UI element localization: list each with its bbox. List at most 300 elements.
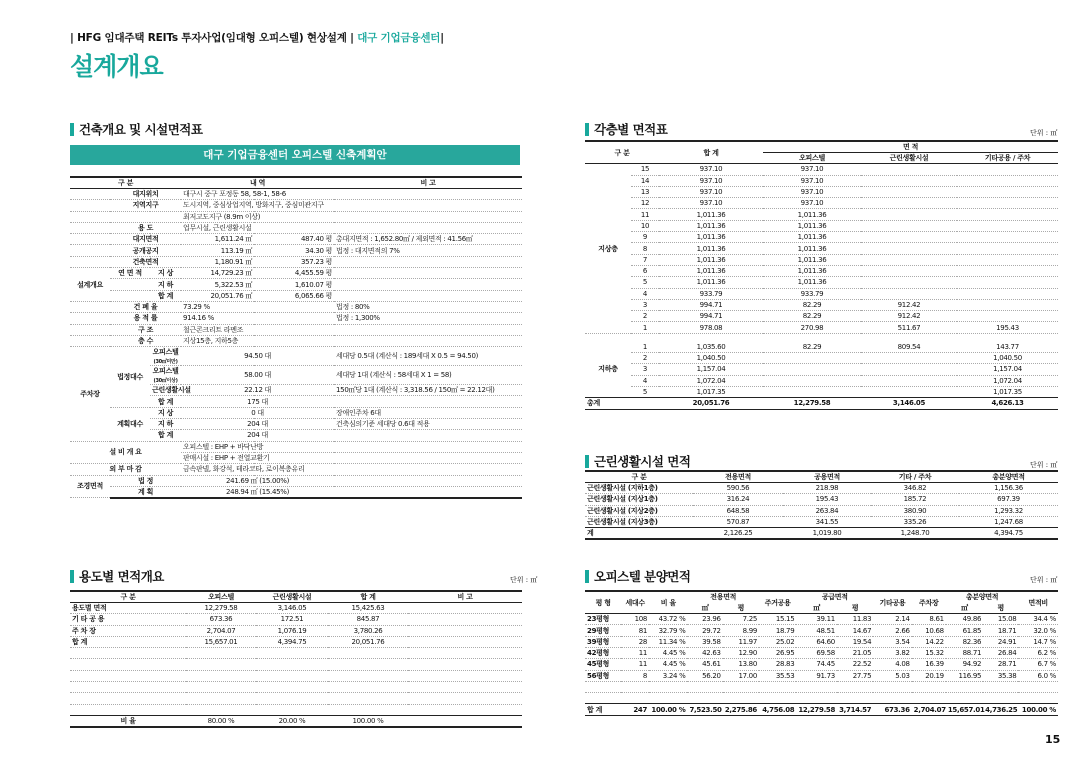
office-cell: 49.86 — [946, 614, 983, 625]
floor-area-label: 연 면 적 — [110, 268, 150, 279]
table-row — [70, 256, 522, 267]
table-row — [585, 288, 1058, 299]
table-cell — [408, 625, 522, 636]
usage-ratio-total: 100.00 % — [328, 715, 408, 727]
office-cell: 15.08 — [983, 614, 1018, 625]
usage-total: 845.87 — [328, 614, 408, 625]
table-cell — [328, 659, 408, 670]
overview-note: 법정 : 1,300% — [334, 313, 522, 324]
floor-total: 1,017.35 — [659, 386, 763, 397]
office-sub-py: 평 — [997, 603, 1005, 612]
floor-common — [957, 254, 1058, 265]
floor-office: 937.10 — [763, 164, 861, 175]
table-cell — [408, 603, 522, 614]
usage-header-category: 구 분 — [70, 591, 186, 603]
parking-item — [150, 385, 191, 396]
parking-item-name: 지 상 — [157, 408, 174, 417]
overview-group-blank — [70, 324, 110, 335]
table-cell — [912, 693, 946, 704]
parking-note: 장애인주차 6대 — [334, 407, 522, 418]
table-row — [70, 486, 522, 498]
table-cell — [408, 636, 522, 647]
floor-header-category: 구 분 — [585, 141, 659, 164]
overview-value-m2: 113.19 ㎡ — [181, 245, 254, 256]
office-header-etc-common: 기타공용 — [873, 591, 911, 614]
table-row — [70, 475, 522, 486]
overview-sub — [110, 279, 150, 290]
table-cell — [186, 659, 256, 670]
table-cell — [649, 681, 687, 692]
floor-total: 1,040.50 — [659, 353, 763, 364]
floor-neighbor — [861, 186, 957, 197]
office-sub-m2: ㎡ — [961, 603, 968, 612]
landscape-legal: 법 정 — [110, 475, 181, 486]
floor-office: 1,011.36 — [763, 243, 861, 254]
table-cell — [328, 693, 408, 704]
floor-number: 15 — [631, 164, 659, 175]
floor-number: 2 — [631, 353, 659, 364]
floor-number: 9 — [631, 232, 659, 243]
floor-total: 937.10 — [659, 186, 763, 197]
usage-neighbor: 4,394.75 — [256, 636, 328, 647]
table-row — [585, 364, 1058, 375]
office-cell: 2.14 — [873, 614, 911, 625]
office-cell: 18.79 — [759, 625, 796, 636]
table-row — [585, 693, 1058, 704]
parking-item — [150, 419, 181, 430]
overview-item: 용 도 — [110, 222, 181, 233]
floor-number: 5 — [631, 277, 659, 288]
section-title-neighbor: 근린생활시설 면적 — [585, 452, 690, 470]
overview-note — [334, 256, 522, 267]
office-cell: 42.63 — [687, 647, 722, 658]
floor-total: 1,011.36 — [659, 277, 763, 288]
table-cell — [186, 670, 256, 681]
table-row — [585, 243, 1058, 254]
table-cell — [70, 648, 186, 659]
floor-total: 1,072.04 — [659, 375, 763, 386]
neighbor-category: 근린생활시설 (지상2층) — [585, 505, 693, 516]
floor-number: 4 — [631, 288, 659, 299]
parking-count: 58.00 대 — [181, 366, 334, 385]
overview-note: 총대지면적 : 1,652.80㎡ / 제외면적 : 41.56㎡ — [334, 234, 522, 245]
office-cell: 11 — [621, 659, 649, 670]
office-cell: 3.82 — [873, 647, 911, 658]
floor-common — [957, 243, 1058, 254]
usage-office: 15,657.01 — [186, 636, 256, 647]
section-title-usage: 용도별 면적개요 — [70, 567, 164, 585]
table-row — [585, 220, 1058, 231]
table-cell — [946, 681, 983, 692]
floor-common — [957, 186, 1058, 197]
floor-total: 937.10 — [659, 164, 763, 175]
office-header-resi-common: 주거공용 — [759, 591, 796, 614]
finish-value: 금속판넬, 화강석, 테라코타, 로이복층유리 — [181, 464, 334, 475]
floor-common — [957, 175, 1058, 186]
office-cell: 16.39 — [912, 659, 946, 670]
overview-sub: 지 하 — [150, 279, 181, 290]
overview-group-blank — [70, 222, 110, 233]
office-sub-py: 평 — [851, 603, 859, 612]
office-cell: 10.68 — [912, 625, 946, 636]
office-cell: 12.90 — [723, 647, 759, 658]
parking-item-name: 오피스텔 — [152, 367, 179, 376]
overview-header-category: 구 분 — [70, 177, 181, 189]
office-cell: 48.51 — [796, 625, 837, 636]
parking-item-sub: (30㎡미만) — [153, 359, 178, 366]
floor-office — [763, 386, 861, 397]
office-cell: 43.72 % — [649, 614, 687, 625]
overview-value-py: 357.23 평 — [254, 256, 334, 267]
office-cell: 4.08 — [873, 659, 911, 670]
parking-item-name: 근린생활시설 — [152, 386, 191, 395]
neighbor-header-common: 공용면적 — [783, 471, 871, 483]
table-row — [585, 681, 1058, 692]
table-row — [585, 333, 1058, 341]
floor-office: 82.29 — [763, 311, 861, 322]
office-cell: 39평형 — [585, 636, 621, 647]
overview-group-label: 설계개요 — [70, 268, 110, 302]
floor-common — [957, 288, 1058, 299]
office-cell: 13.80 — [723, 659, 759, 670]
floor-number: 14 — [631, 175, 659, 186]
table-row — [70, 636, 522, 647]
office-cell: 42평형 — [585, 647, 621, 658]
usage-total: 3,780.26 — [328, 625, 408, 636]
floor-total-neighbor: 3,146.05 — [861, 398, 957, 409]
floor-neighbor — [861, 198, 957, 209]
overview-item: 층 수 — [110, 335, 181, 346]
office-cell: 2.66 — [873, 625, 911, 636]
neighbor-header-etc: 기타 / 주차 — [871, 471, 959, 483]
table-row — [70, 347, 522, 366]
floor-common — [957, 209, 1058, 220]
overview-value-py: 487.40 평 — [254, 234, 334, 245]
overview-group-blank — [70, 211, 110, 222]
floor-office: 1,011.36 — [763, 232, 861, 243]
office-total-cell: 2,275.86 — [723, 704, 759, 715]
table-row — [70, 682, 522, 693]
parking-item-name: 오피스텔 — [152, 348, 179, 357]
table-cell — [687, 693, 722, 704]
page-number: 15 — [1045, 733, 1061, 746]
office-cell: 7.25 — [723, 614, 759, 625]
office-cell: 39.58 — [687, 636, 722, 647]
office-total-cell: 7,523.50 — [689, 705, 722, 714]
floor-total-office: 12,279.58 — [763, 398, 861, 409]
overview-group-blank — [70, 245, 110, 256]
table-cell — [621, 693, 649, 704]
table-cell — [408, 715, 522, 727]
office-header-exclusive: 전용면적 — [710, 593, 737, 602]
table-cell — [328, 648, 408, 659]
floor-header-office: 오피스텔 — [799, 154, 825, 163]
overview-value-m2: 1,611.24 ㎡ — [181, 234, 254, 245]
floor-total: 994.71 — [659, 299, 763, 310]
parking-item — [150, 430, 181, 441]
neighbor-total-common: 1,019.80 — [783, 528, 871, 540]
overview-note — [334, 279, 522, 290]
floor-common: 1,040.50 — [957, 353, 1058, 364]
table-row — [585, 311, 1058, 322]
table-row — [585, 341, 1058, 352]
office-cell: 5.03 — [873, 670, 911, 681]
usage-neighbor: 172.51 — [256, 614, 328, 625]
floor-total: 1,011.36 — [659, 232, 763, 243]
overview-group-blank — [70, 234, 110, 245]
table-row — [585, 277, 1058, 288]
neighbor-total: 1,156.36 — [959, 483, 1058, 494]
office-header-total-sale: 총분양면적 — [965, 593, 999, 602]
floor-office: 1,011.36 — [763, 220, 861, 231]
overview-value: 철근콘크리트 라멘조 — [181, 324, 334, 335]
floor-total: 994.71 — [659, 311, 763, 322]
table-cell — [723, 681, 759, 692]
office-total-cell: 673.36 — [873, 704, 911, 715]
floor-office: 933.79 — [763, 288, 861, 299]
floor-number: 2 — [631, 311, 659, 322]
usage-neighbor: 3,146.05 — [256, 603, 328, 614]
overview-value-py: 34.30 평 — [254, 245, 334, 256]
parking-count: 94.50 대 — [181, 347, 334, 366]
floor-common: 1,017.35 — [957, 386, 1058, 397]
office-cell: 45.61 — [687, 659, 722, 670]
floor-number: 12 — [631, 198, 659, 209]
floor-table — [585, 140, 1058, 410]
usage-office: 673.36 — [186, 614, 256, 625]
landscape-legal-value: 241.69 ㎡ (15.00%) — [181, 475, 334, 486]
table-cell — [687, 681, 722, 692]
table-cell — [70, 659, 186, 670]
table-row — [585, 483, 1058, 494]
office-total-cell: 247 — [621, 704, 649, 715]
floor-office: 82.29 — [763, 299, 861, 310]
table-cell — [334, 464, 522, 475]
table-row — [70, 234, 522, 245]
office-cell: 11 — [621, 647, 649, 658]
overview-table — [70, 176, 522, 499]
floor-common — [957, 220, 1058, 231]
floor-common — [957, 164, 1058, 175]
neighbor-common: 263.84 — [783, 505, 871, 516]
parking-item-name: 지 하 — [157, 420, 174, 429]
table-cell — [256, 682, 328, 693]
parking-note: 건축심의기준 세대당 0.6대 적용 — [334, 419, 522, 430]
table-cell — [796, 693, 837, 704]
table-cell — [946, 693, 983, 704]
office-cell: 20.19 — [912, 670, 946, 681]
legal-count-label: 법정대수 — [110, 347, 150, 408]
parking-note — [334, 396, 522, 407]
floor-neighbor — [861, 220, 957, 231]
overview-item: 대지위치 — [110, 189, 181, 200]
table-cell — [585, 681, 621, 692]
overview-value-m2: 14,729.23 ㎡ — [181, 268, 254, 279]
floor-neighbor — [861, 175, 957, 186]
table-row — [70, 211, 522, 222]
parking-item — [150, 347, 181, 366]
floor-common — [957, 311, 1058, 322]
office-cell: 22.52 — [837, 659, 873, 670]
office-cell: 81 — [621, 625, 649, 636]
office-total-cell: 3,714.57 — [837, 704, 873, 715]
overview-value-m2: 5,322.53 ㎡ — [181, 279, 254, 290]
office-cell: 28.71 — [983, 659, 1018, 670]
table-row — [585, 636, 1058, 647]
overview-item: 대지면적 — [110, 234, 181, 245]
below-ground-label: 지하층 — [585, 341, 631, 397]
table-cell — [983, 681, 1018, 692]
overview-item: 용 적 률 — [110, 313, 181, 324]
office-cell: 88.71 — [946, 647, 983, 658]
office-cell: 4.45 % — [649, 659, 687, 670]
table-row — [70, 301, 522, 312]
office-cell: 35.53 — [759, 670, 796, 681]
header-tail: | — [440, 32, 444, 44]
office-header-area-ratio: 면적비 — [1018, 591, 1058, 614]
office-cell: 3.24 % — [649, 670, 687, 681]
table-cell — [837, 693, 873, 704]
neighbor-category: 근린생활시설 (지하1층) — [585, 483, 693, 494]
table-row — [70, 290, 522, 301]
overview-item: 공개공지 — [110, 245, 181, 256]
office-cell: 26.84 — [983, 647, 1018, 658]
table-row — [70, 603, 522, 614]
table-row — [70, 335, 522, 346]
floor-neighbor — [861, 364, 957, 375]
floor-office: 270.98 — [763, 322, 861, 333]
table-cell — [408, 670, 522, 681]
plan-count-label: 계획대수 — [110, 407, 150, 441]
table-cell — [585, 693, 621, 704]
table-cell — [328, 704, 408, 715]
table-row — [70, 704, 522, 715]
parking-label: 주차장 — [70, 347, 110, 441]
office-total-cell: 합 계 — [585, 704, 621, 715]
table-cell — [408, 693, 522, 704]
office-cell: 19.54 — [837, 636, 873, 647]
overview-value: 업무시설, 근린생활시설 — [181, 222, 334, 233]
office-total-cell: 100.00 % — [649, 704, 687, 715]
overview-value-py: 1,610.07 평 — [254, 279, 334, 290]
table-cell — [186, 693, 256, 704]
floor-number: 8 — [631, 243, 659, 254]
office-cell: 28.83 — [759, 659, 796, 670]
office-sub-m2: ㎡ — [701, 603, 709, 612]
usage-neighbor: 1,076.19 — [256, 625, 328, 636]
table-cell — [186, 648, 256, 659]
usage-total: 20,051.76 — [328, 636, 408, 647]
overview-header-note: 비 고 — [334, 177, 522, 189]
office-sub-py: 평 — [737, 603, 745, 612]
table-cell — [408, 614, 522, 625]
neighbor-category: 근린생활시설 (지상3층) — [585, 516, 693, 527]
overview-value-py: 6,065.66 평 — [254, 290, 334, 301]
table-cell — [256, 704, 328, 715]
table-cell — [256, 648, 328, 659]
table-cell — [796, 681, 837, 692]
office-cell: 23평형 — [585, 614, 621, 625]
office-total-cell: 4,736.25 — [985, 705, 1018, 714]
table-row — [585, 232, 1058, 243]
office-cell: 6.7 % — [1018, 659, 1058, 670]
table-row — [70, 407, 522, 418]
landscape-label: 조경면적 — [70, 475, 110, 498]
table-row — [70, 268, 522, 279]
table-cell — [759, 693, 796, 704]
table-row — [585, 322, 1058, 333]
neighbor-total: 697.39 — [959, 494, 1058, 505]
floor-office: 1,011.36 — [763, 265, 861, 276]
parking-note: 세대당 1대 (계산식 : 58세대 X 1 = 58) — [334, 366, 522, 385]
floor-office: 937.10 — [763, 186, 861, 197]
floor-header-area: 면 적 — [763, 141, 1058, 153]
usage-header-neighbor: 근린생활시설 — [256, 591, 328, 603]
overview-value: 최저고도지구 (8.9m 이상) — [181, 211, 334, 222]
table-row — [585, 670, 1058, 681]
table-row — [70, 200, 522, 211]
floor-office: 937.10 — [763, 198, 861, 209]
floor-neighbor — [861, 243, 957, 254]
table-cell — [983, 693, 1018, 704]
office-cell: 26.95 — [759, 647, 796, 658]
floor-neighbor — [861, 265, 957, 276]
section-title-floor: 각층별 면적표 — [585, 120, 667, 138]
neighbor-total: 1,247.68 — [959, 516, 1058, 527]
parking-item-name: 합 계 — [157, 397, 174, 406]
overview-value: 대구시 중구 포정동 58, 58-1, 58-6 — [181, 189, 334, 200]
overview-item: 건 폐 율 — [110, 301, 181, 312]
table-cell — [837, 681, 873, 692]
floor-office — [763, 353, 861, 364]
neighbor-header-category: 구 분 — [585, 471, 693, 483]
table-cell — [334, 441, 522, 452]
header-accent: 대구 기업금융센터 — [357, 32, 441, 44]
table-row — [585, 659, 1058, 670]
neighbor-total-sum: 4,394.75 — [959, 528, 1058, 540]
usage-category: 용도별 면적 — [70, 603, 186, 614]
overview-value: 914.16 % — [181, 313, 334, 324]
overview-sub: 합 계 — [150, 290, 181, 301]
neighbor-etc: 380.90 — [871, 505, 959, 516]
table-row — [585, 164, 1058, 175]
usage-header-total: 합 계 — [328, 591, 408, 603]
office-cell: 29평형 — [585, 625, 621, 636]
section-title-office: 오피스텔 분양면적 — [585, 567, 690, 585]
office-cell: 14.67 — [837, 625, 873, 636]
table-row — [585, 505, 1058, 516]
table-cell — [186, 682, 256, 693]
usage-category: 기 타 공 용 — [70, 614, 186, 625]
neighbor-table — [585, 470, 1058, 540]
floor-number: 11 — [631, 209, 659, 220]
office-cell: 25.02 — [759, 636, 796, 647]
neighbor-common: 195.43 — [783, 494, 871, 505]
office-cell: 29.72 — [687, 625, 722, 636]
table-cell — [723, 693, 759, 704]
table-row — [70, 659, 522, 670]
neighbor-common: 341.55 — [783, 516, 871, 527]
office-cell: 74.45 — [796, 659, 837, 670]
neighbor-common: 218.98 — [783, 483, 871, 494]
table-row — [585, 625, 1058, 636]
table-row — [585, 704, 1058, 715]
table-row — [585, 494, 1058, 505]
office-header-supply: 공급면적 — [821, 593, 848, 602]
office-cell: 18.71 — [983, 625, 1018, 636]
floor-total: 1,011.36 — [659, 254, 763, 265]
overview-value-m2: 1,180.91 ㎡ — [181, 256, 254, 267]
